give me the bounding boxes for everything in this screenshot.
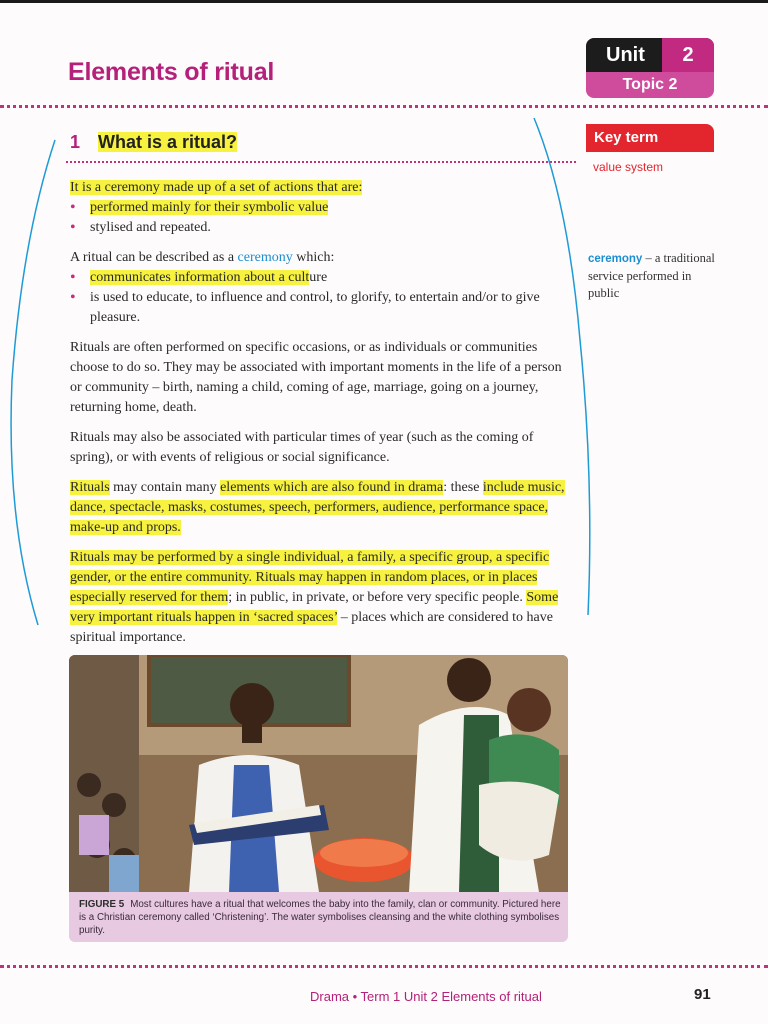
top-edge-bar <box>0 0 768 3</box>
glossary-definition: – a traditional service performed in public <box>588 251 715 300</box>
section-number: 1 <box>70 132 81 152</box>
elements-paragraph <box>70 478 575 538</box>
footer-divider <box>0 965 768 968</box>
list-item-text: performed mainly for their symbolic value <box>90 200 329 215</box>
ceremony-term-link[interactable]: ceremony <box>237 250 293 265</box>
ceremony-paragraph <box>70 248 575 268</box>
key-term-value: value system <box>593 160 664 174</box>
ceremony-list <box>70 268 575 328</box>
section-divider <box>66 161 576 163</box>
list-item <box>70 288 575 328</box>
topic-badge: Topic 2 <box>586 72 714 98</box>
performed-text-4: – places which are considered to have spiritual importance. <box>70 610 553 645</box>
elements-text-2: may contain many <box>109 480 221 495</box>
performed-text-3: Some very important rituals happen in ‘sacred spaces’ <box>70 590 559 625</box>
glossary-entry <box>588 250 718 302</box>
ceremony-lead-text: A ritual can be described as a <box>70 250 238 265</box>
figure-caption <box>79 898 561 937</box>
list-item-text: stylised and repeated. <box>90 220 211 235</box>
elements-text-5: include music, dance, spectacle, masks, costumes, speech, performers, audience, performance space, make-up and props. <box>70 480 565 535</box>
elements-text-4: : these <box>443 480 483 495</box>
unit-label: Unit <box>606 44 645 66</box>
performed-text-1: Rituals may be performed by a single individual, a family, a specific group, a specific gender, or the entire community. Rituals may happen in random places, or in places especially reserved for them <box>70 550 550 605</box>
list-item-text: communicates information about a cult <box>90 270 310 285</box>
ceremony-lead-text-end: which: <box>292 250 335 265</box>
footer-text: Drama • Term 1 Unit 2 Elements of ritual <box>310 989 542 1004</box>
glossary-term: ceremony <box>588 253 643 265</box>
elements-text-1: Rituals <box>70 480 110 495</box>
performed-text-2: ; in public, in private, or before very specific people. <box>228 590 527 605</box>
section-heading <box>70 132 237 153</box>
list-item <box>70 268 575 288</box>
list-item-text-end: ure <box>309 270 328 285</box>
section-title: What is a ritual? <box>98 132 238 152</box>
figure-caption-text: Most cultures have a ritual that welcomes the baby into the family, clan or community. Pictured here is a Christian ceremony called ‘Christening’. The water symbolises cleansing and the white clothing symbolises purity. <box>79 899 561 936</box>
page-title: Elements of ritual <box>68 58 275 86</box>
occasions-paragraph: Rituals are often performed on specific occasions, or as individuals or communities choose to do so. They may be associated with important moments in the life of a person or community – birth, naming a child, coming of age, marriage, going on a journey, returning home, death. <box>70 340 562 415</box>
list-item-text: is used to educate, to influence and control, to glorify, to entertain and/or to give pleasure. <box>90 290 540 325</box>
header-divider <box>0 105 768 108</box>
intro-paragraph <box>70 178 575 198</box>
list-item <box>70 198 575 218</box>
left-pen-bracket <box>11 140 55 625</box>
intro-list <box>70 198 575 238</box>
figure-label: FIGURE 5 <box>79 899 125 910</box>
page-number: 91 <box>694 986 711 1003</box>
figure-5 <box>69 655 568 942</box>
key-term-heading: Key term <box>586 124 714 152</box>
unit-badge <box>586 38 714 72</box>
list-item <box>70 218 575 238</box>
elements-text-3: elements which are also found in drama <box>220 480 444 495</box>
unit-number: 2 <box>662 38 714 72</box>
performed-paragraph <box>70 548 575 648</box>
body-text <box>70 178 575 648</box>
christening-photo <box>69 655 568 892</box>
times-paragraph: Rituals may also be associated with particular times of year (such as the coming of spring), or with events of religious or social significance. <box>70 430 534 465</box>
intro-text: It is a ceremony made up of a set of actions that are: <box>70 180 363 195</box>
